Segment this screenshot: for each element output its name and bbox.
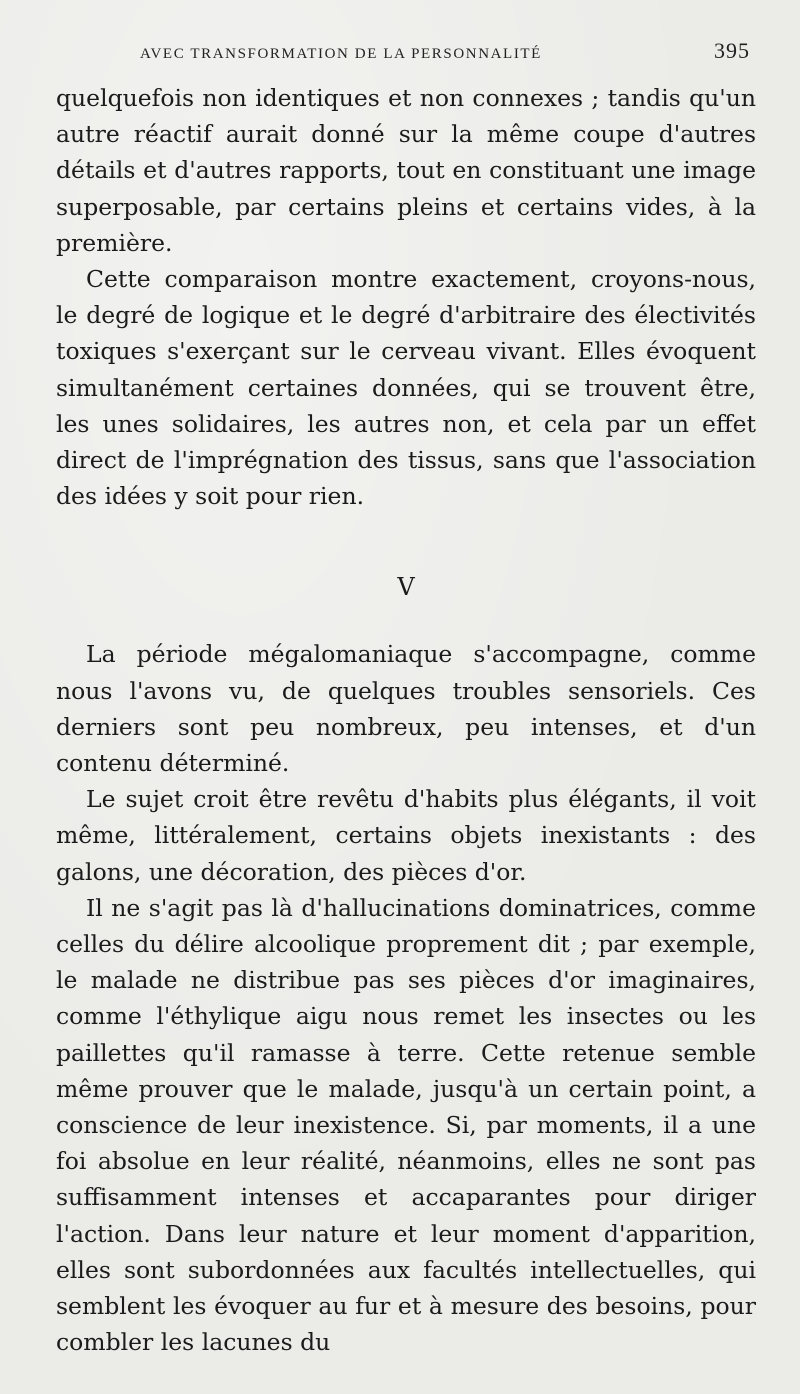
paragraph: Il ne s'agit pas là d'hallucinations dominatrices, comme celles du délire alcoolique proprement dit ; par exemple, le malade ne distribue pas ses pièces d'or imaginaires, comme l'éthylique aigu nous remet les insectes ou les paillettes qu'il ramasse à terre. Cette retenue semble même prouver que le malade, jusqu'à un certain point, a conscience de leur inexistence. Si, par moments, il a une foi absolue en leur réalité, néanmoins, elles ne sont pas suffisamment intenses et accaparantes pour diriger l'action. Dans leur nature et leur moment d'apparition, elles sont subordonnées aux facultés intellectuelles, qui semblent les évoquer au fur et à mesure des besoins, pour combler les lacunes du	[56, 893, 756, 1357]
body-text	[56, 80, 756, 1361]
paragraph: quelquefois non identiques et non connexes ; tandis qu'un autre réactif aurait donné sur la même coupe d'autres détails et d'autres rapports, tout en constituant une image superposable, par certains pleins et certains vides, à la première.	[56, 84, 756, 257]
paragraph: La période mégalomaniaque s'accompagne, comme nous l'avons vu, de quelques troubles sensoriels. Ces derniers sont peu nombreux, peu intenses, et d'un contenu déterminé.	[56, 640, 756, 778]
paragraph: Cette comparaison montre exactement, croyons-nous, le degré de logique et le degré d'arbitraire des électivités toxiques s'exerçant sur le cerveau vivant. Elles évoquent simultanément certaines données, qui se trouvent être, les unes solidaires, les autres non, et cela par un effet direct de l'imprégnation des tissus, sans que l'association des idées y soit pour rien.	[56, 265, 756, 511]
paragraph: Le sujet croit être revêtu d'habits plus élégants, il voit même, littéralement, certains objets inexistants : des galons, une décoration, des pièces d'or.	[56, 785, 756, 886]
page-header	[140, 38, 750, 80]
section-heading: V	[397, 573, 415, 602]
running-head: AVEC TRANSFORMATION DE LA PERSONNALITÉ	[140, 46, 542, 62]
page-number: 395	[714, 38, 750, 63]
